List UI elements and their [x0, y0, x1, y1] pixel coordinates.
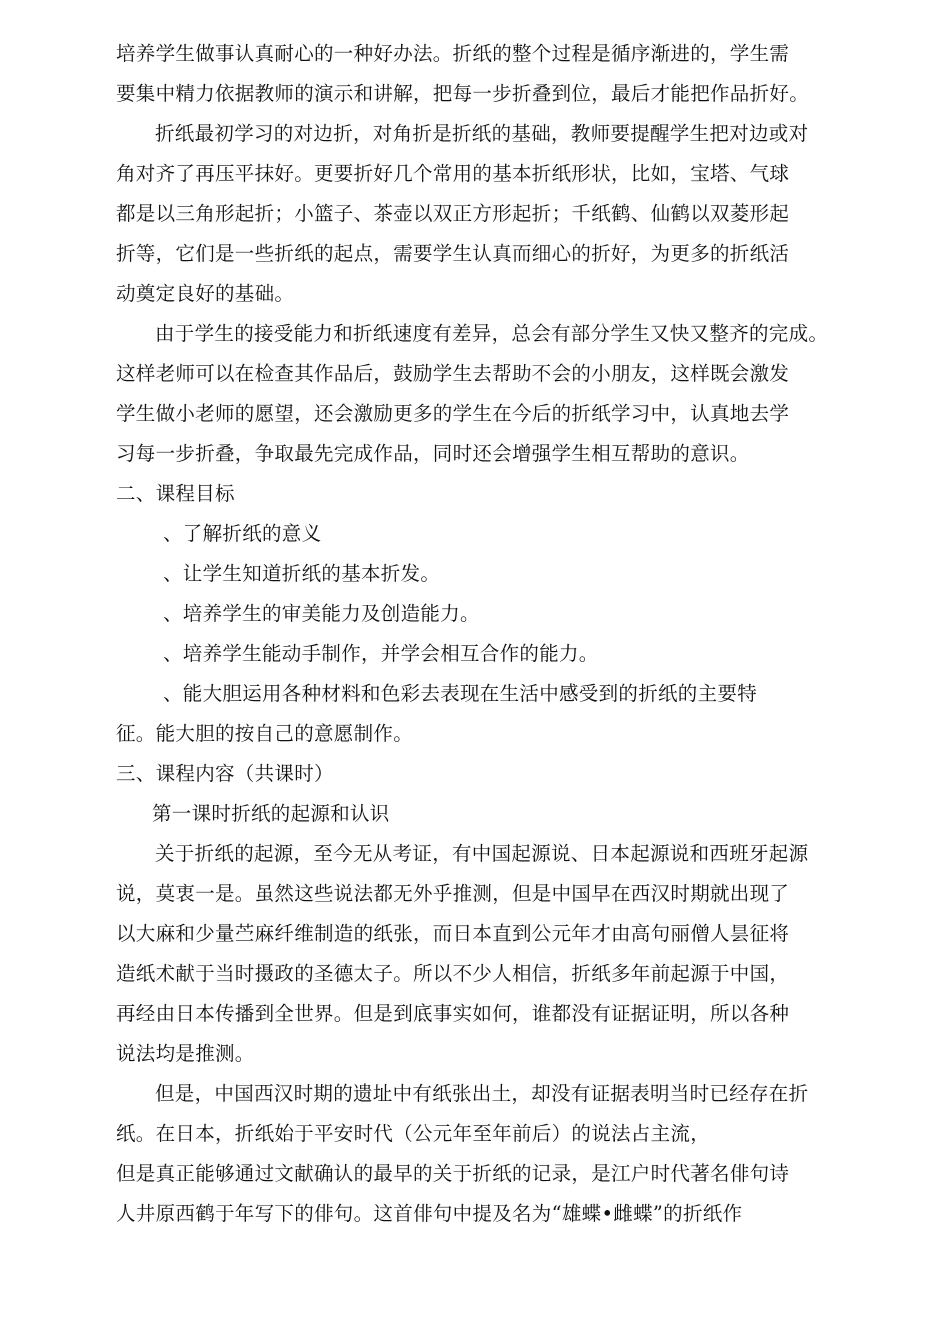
- text-line: 这样老师可以在检查其作品后，鼓励学生去帮助不会的小朋友，这样既会激发: [116, 362, 790, 385]
- text-line: 要集中精力依据教师的演示和讲解，把每一步折叠到位，最后才能把作品折好。: [116, 82, 810, 105]
- text-line: 再经由日本传播到全世界。但是到底事实如何，谁都没有证据证明，所以各种: [116, 1002, 790, 1025]
- text-line: 纸。在日本，折纸始于平安时代（公元年至年前后）的说法占主流，: [116, 1122, 711, 1145]
- list-item: 、让学生知道折纸的基本折发。: [163, 562, 441, 585]
- text-line: 以大麻和少量苎麻纤维制造的纸张，而日本直到公元年才由高句丽僧人昙征将: [116, 922, 790, 945]
- text-line: 动奠定良好的基础。: [116, 282, 295, 305]
- text-line: 都是以三角形起折；小篮子、茶壶以双正方形起折；千纸鹤、仙鹤以双菱形起: [116, 202, 790, 225]
- text-line: 造纸术献于当时摄政的圣德太子。所以不少人相信，折纸多年前起源于中国，: [116, 962, 790, 985]
- list-item: 征。能大胆的按自己的意愿制作。: [116, 722, 414, 745]
- text-line: 学生做小老师的愿望，还会激励更多的学生在今后的折纸学习中，认真地去学: [116, 402, 790, 425]
- text-line: 关于折纸的起源，至今无从考证，有中国起源说、日本起源说和西班牙起源: [155, 842, 809, 865]
- section-heading: 二、课程目标: [116, 482, 235, 505]
- text-line: 但是，中国西汉时期的遗址中有纸张出土，却没有证据表明当时已经存在折: [155, 1082, 809, 1105]
- text-line: 说，莫衷一是。虽然这些说法都无外乎推测，但是中国早在西汉时期就出现了: [116, 882, 790, 905]
- section-heading: 三、课程内容（共课时）: [116, 762, 334, 785]
- list-item: 、了解折纸的意义: [163, 522, 322, 545]
- text-line: 角对齐了再压平抹好。更要折好几个常用的基本折纸形状，比如，宝塔、气球: [116, 162, 790, 185]
- text-line: 说法均是推测。: [116, 1042, 255, 1065]
- subsection-heading: 第一课时折纸的起源和认识: [152, 802, 390, 825]
- text-line: 由于学生的接受能力和折纸速度有差异，总会有部分学生又快又整齐的完成。: [155, 322, 829, 345]
- text-line: 习每一步折叠，争取最先完成作品，同时还会增强学生相互帮助的意识。: [116, 442, 750, 465]
- text-line: 折等，它们是一些折纸的起点，需要学生认真而细心的折好，为更多的折纸活: [116, 242, 790, 265]
- text-line: 人井原西鹤于年写下的俳句。这首俳句中提及名为“雄蝶•雌蝶”的折纸作: [116, 1202, 743, 1225]
- text-line: 培养学生做事认真耐心的一种好办法。折纸的整个过程是循序渐进的，学生需: [116, 42, 790, 65]
- list-item: 、培养学生的审美能力及创造能力。: [163, 602, 480, 625]
- text-line: 但是真正能够通过文献确认的最早的关于折纸的记录，是江户时代著名俳句诗: [116, 1162, 790, 1185]
- list-item: 、能大胆运用各种材料和色彩去表现在生活中感受到的折纸的主要特: [163, 682, 758, 705]
- text-line: 折纸最初学习的对边折，对角折是折纸的基础，教师要提醒学生把对边或对: [155, 122, 809, 145]
- list-item: 、培养学生能动手制作，并学会相互合作的能力。: [163, 642, 599, 665]
